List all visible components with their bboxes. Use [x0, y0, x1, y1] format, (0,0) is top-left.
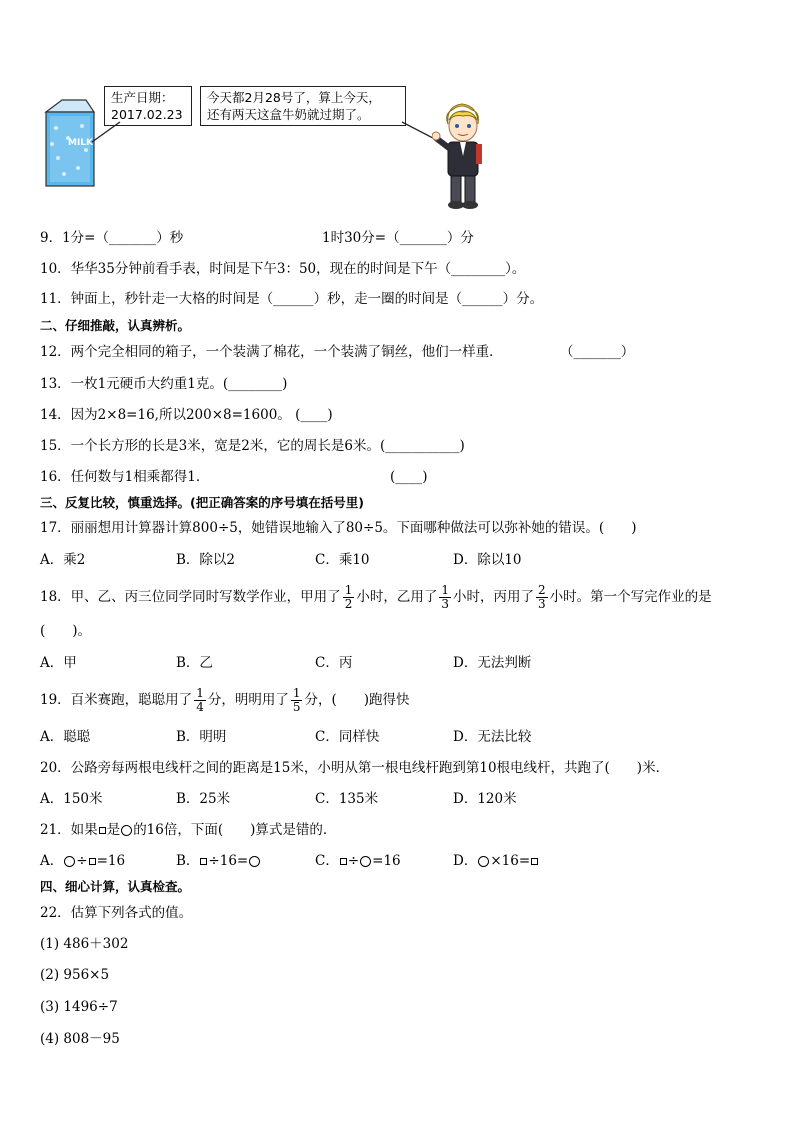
section-2-heading: 二、仔细推敲，认真辨析。 [40, 318, 191, 333]
q21-option-b-op: ÷16= [208, 853, 249, 869]
q20-option-d[interactable]: D．120米 [453, 791, 517, 807]
q13: 13．一枚1元硬币大约重1克。(________) [40, 376, 288, 392]
q19-option-c[interactable]: C．同样快 [315, 729, 380, 745]
q17-option-a[interactable]: A．乘2 [40, 552, 86, 568]
q18-text-c: 小时，丙用了 [452, 589, 534, 605]
q18-text-a: 18．甲、乙、丙三位同学同时写数学作业，甲用了 [40, 589, 341, 605]
q10: 10．华华35分钟前看手表，时间是下午3：50，现在的时间是下午（________）。 [40, 261, 526, 277]
q21-option-c-label: C． [315, 853, 339, 869]
q21 [40, 821, 336, 839]
q15: 15．一个长方形的长是3米，宽是2米，它的周长是6米。(___________) [40, 438, 465, 454]
q22-item-4: (4) 808－95 [40, 1031, 120, 1047]
q18-fraction-1-den: 2 [344, 597, 353, 611]
q21-text-c: 的16倍，下面( )算式是错的． [133, 822, 337, 838]
circle-symbol-icon [478, 856, 489, 867]
q21-option-b-label: B． [176, 853, 200, 869]
q19-text-c: 分，( )跑得快 [304, 692, 410, 708]
square-symbol-icon [200, 858, 207, 865]
q20-option-c[interactable]: C．135米 [315, 791, 379, 807]
q19-text-a: 19．百米赛跑，聪聪用了 [40, 692, 193, 708]
q19-fraction-1-num: 1 [196, 686, 204, 700]
q19-option-b[interactable]: B．明明 [176, 729, 227, 745]
q22: 22．估算下列各式的值。 [40, 905, 193, 921]
q19-fraction-2-den: 5 [292, 700, 301, 714]
q19-fraction-2 [291, 687, 303, 714]
milk-label: MILK [68, 138, 94, 148]
q17-option-c[interactable]: C．乘10 [315, 552, 370, 568]
q18-fraction-2 [439, 584, 451, 611]
q18-fraction-2-num: 1 [441, 583, 449, 597]
circle-symbol-icon [64, 856, 75, 867]
q19-text-b: 分，明明用了 [207, 692, 289, 708]
boy-character-icon [432, 102, 492, 214]
q21-option-c-op: ÷ [347, 853, 360, 869]
section-3-heading: 三、反复比较，慎重选择。(把正确答案的序号填在括号里) [40, 495, 364, 510]
q21-text-b: 是 [106, 822, 121, 838]
q21-option-a-label: A． [40, 853, 64, 869]
speech-bubble [200, 86, 406, 126]
square-symbol-icon [99, 827, 106, 834]
q12-blank: （_______） [560, 344, 635, 360]
q17-option-b[interactable]: B．除以2 [176, 552, 236, 568]
q21-option-d-label: D． [453, 853, 478, 869]
q18-option-a[interactable]: A．甲 [40, 655, 77, 671]
q18-option-d[interactable]: D．无法判断 [453, 655, 532, 671]
date-bubble-date: 2017.02.23 [111, 107, 183, 122]
q21-option-d[interactable] [453, 852, 539, 870]
q18-option-c[interactable]: C．丙 [315, 655, 353, 671]
q11: 11．钟面上，秒针走一大格的时间是（______）秒，走一圈的时间是（______）分。 [40, 291, 544, 307]
date-bubble-label: 生产日期： [111, 90, 174, 105]
q21-text-a: 21．如果 [40, 822, 98, 838]
square-symbol-icon [89, 858, 96, 865]
q18-fraction-3 [536, 584, 548, 611]
q21-option-c[interactable] [315, 852, 401, 870]
speech-bubble-line1: 今天都2月28号了，算上今天， [207, 90, 381, 105]
q14: 14．因为2×8=16,所以200×8=1600。 (____) [40, 407, 333, 423]
q21-option-a[interactable] [40, 852, 125, 870]
q18-fraction-3-den: 3 [537, 597, 546, 611]
illustration [30, 80, 500, 215]
q22-item-3: (3) 1496÷7 [40, 999, 118, 1015]
q18-fraction-3-num: 2 [537, 583, 546, 597]
q18-fraction-2-den: 3 [441, 597, 449, 611]
q19-option-d[interactable]: D．无法比较 [453, 729, 532, 745]
q21-option-b[interactable] [176, 852, 261, 870]
q16: 16．任何数与1相乘都得1． [40, 469, 210, 485]
q18-line-2: ( )。 [40, 623, 92, 639]
q19 [40, 687, 410, 714]
q18-fraction-1-num: 1 [344, 583, 353, 597]
q18-fraction-1 [343, 584, 355, 611]
q18-text-b: 小时，乙用了 [356, 589, 438, 605]
q19-fraction-1 [194, 687, 206, 714]
date-bubble-tail [90, 120, 130, 150]
circle-symbol-icon [249, 856, 260, 867]
q19-fraction-1-den: 4 [196, 700, 204, 714]
circle-symbol-icon [360, 856, 371, 867]
section-4-heading: 四、细心计算，认真检查。 [40, 879, 191, 894]
q20-option-b[interactable]: B．25米 [176, 791, 231, 807]
q21-option-d-op: ×16= [490, 853, 531, 869]
q19-option-a[interactable]: A．聪聪 [40, 729, 91, 745]
q16-blank: (____) [390, 469, 428, 485]
q20: 20．公路旁每两根电线杆之间的距离是15米，小明从第一根电线杆跑到第10根电线杆，共跑了( )米． [40, 760, 670, 776]
square-symbol-icon [531, 858, 538, 865]
q9-a: 9．1分=（_______）秒 [40, 230, 184, 246]
q21-option-a-end: =16 [96, 853, 126, 869]
q17-option-d[interactable]: D．除以10 [453, 552, 522, 568]
q19-fraction-2-num: 1 [292, 686, 301, 700]
q21-option-c-end: =16 [372, 853, 401, 869]
q21-option-a-op: ÷ [76, 853, 88, 869]
square-symbol-icon [340, 858, 347, 865]
speech-bubble-line2: 还有两天这盒牛奶就过期了。 [207, 107, 370, 122]
q20-option-a[interactable]: A．150米 [40, 791, 103, 807]
circle-symbol-icon [121, 825, 132, 836]
q12: 12．两个完全相同的箱子，一个装满了棉花，一个装满了铜丝，他们一样重． [40, 344, 503, 360]
q22-item-2: (2) 956×5 [40, 967, 110, 983]
q9-b: 1时30分=（_______）分 [322, 230, 474, 246]
q17: 17．丽丽想用计算器计算800÷5，她错误地输入了80÷5。下面哪种做法可以弥补她的错误。( ) [40, 520, 637, 536]
q18-option-b[interactable]: B．乙 [176, 655, 213, 671]
q22-item-1: (1) 486＋302 [40, 936, 129, 952]
q18-text-d: 小时。第一个写完作业的是 [549, 589, 712, 605]
q18 [40, 584, 712, 611]
